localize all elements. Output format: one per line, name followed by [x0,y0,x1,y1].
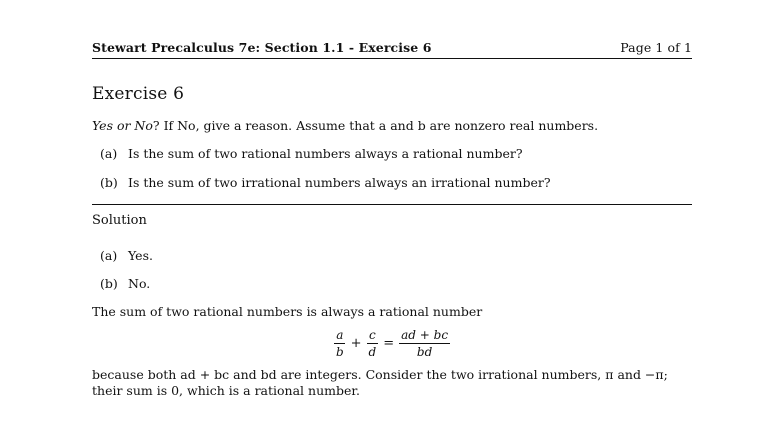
solution-heading: Solution [92,213,147,228]
question-text: Is the sum of two rational numbers always a rational number? [128,146,523,161]
fraction-numerator: c [369,327,376,342]
page-number: Page 1 of 1 [620,40,692,55]
header-title: Stewart Precalculus 7e: Section 1.1 - Exercise 6 [92,40,432,55]
fraction-denominator: b [335,344,344,359]
closing-paragraph: because both ad + bc and bd are integers. Consider the two irrational numbers, π and −π; their sum is 0, which is a rational number. [92,367,668,398]
plus-sign: + [350,335,362,351]
intro-text: ? If No, give a reason. Assume that a and b are nonzero real numbers. [152,118,599,133]
section-divider [92,204,692,205]
page-header [92,40,692,59]
question-label: (a) [100,146,118,161]
exercise-intro [92,118,692,134]
fraction-numerator: a [336,327,344,342]
equals-sign: = [383,335,395,351]
fraction-formula [92,325,692,361]
fraction-denominator: bd [416,344,433,359]
answer-item [100,276,692,292]
fraction-numerator: ad + bc [401,327,449,342]
question-label: (b) [100,175,118,190]
fraction-a-over-b [334,328,346,359]
answer-text: No. [128,276,151,291]
fraction-result [399,328,450,359]
question-text: Is the sum of two irrational numbers always an irrational number? [128,175,551,190]
answer-list [92,248,692,292]
answer-label: (a) [100,248,118,263]
document-page [92,40,692,399]
exercise-title: Exercise 6 [92,84,185,104]
fraction-denominator: d [368,344,377,359]
question-item [100,146,692,162]
question-item [100,175,692,191]
answer-item [100,248,692,264]
fraction-c-over-d [367,328,379,359]
answer-label: (b) [100,276,118,291]
solution-paragraph: The sum of two rational numbers is always a rational number [92,304,483,319]
intro-emphasis: Yes or No [92,118,153,133]
answer-text: Yes. [128,248,153,263]
